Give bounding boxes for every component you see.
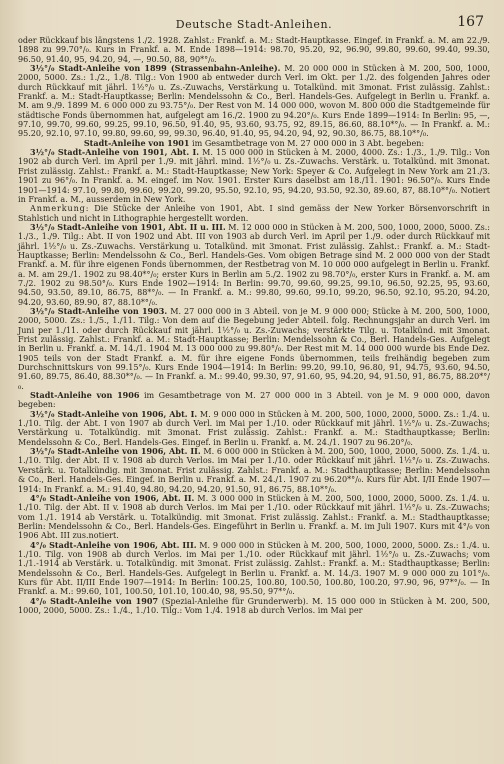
bond-heading: 3½°/₀ Stadt-Anleihe von 1901, Abt. I. (30, 147, 200, 158)
page-header (18, 10, 490, 36)
paragraph (18, 148, 490, 204)
bond-heading: 3½°/₀ Stadt-Anleihe von 1906, Abt. II. (30, 446, 201, 457)
paragraph-text: M. 9 000 000 in Stücken à M. 200, 500, 1000, 2000, 5000. Zs.: 1./4. u. 1./10. Tilg. von 1908 ab durch Verlos. im Mai per 1./10. oder Rückkauf mit jährl. 1½°/₀ u. Zs.-Zuwachs; vom 1./1.-1914 ab Verstärk. u. Totalkündig. mit 3monat. Frist zulässig. Zahlst.: Frankf. a. M.: Stadthauptkasse; Berlin: Mendelssohn & Co., Berl. Handels-Ges. Aufgelegt in Berlin u. Frankf. a. M. 14./3. 1907 M. 9 000 000 zu 101°/₀. Kurs für Abt. II/III Ende 1907—1914: In Berlin: 100.25, 100.80, 100.50, 100.80, 100.20, 97.90, 96, 97*°/₀. — In Frankf. a. M.: 99.60, 101, 100.50, 101.10, 100.40, 98, 95.50, 97*°/₀. (18, 540, 490, 597)
paragraph (18, 391, 490, 410)
bond-heading: Stadt-Anleihe von 1901 (83, 137, 190, 148)
paragraph-text: oder Rückkauf bis längstens 1./2. 1928. Zahlst.: Frankf. a. M.: Stadt-Hauptkasse. Eingef. in Frankf. a. M. am 22./9. 1898 zu 99.70°/₀. Kurs in Frankf. a. M. Ende 1898—1914: 98.70, 95.20, 92, 96.90, 99.80, 99.60, 99.40, 99.30, 96.50, 91.40, 95, 94.20, 94, —, 90.50, 88, 90*°/₀. (18, 36, 490, 64)
running-title: Deutsche Stadt-Anleihen. (175, 18, 333, 31)
paragraph (18, 447, 490, 494)
paragraph-text: M. 27 000 000 in 3 Abteil. von je M. 9 000 000; Stücke à M. 200, 500, 1000, 2000, 5000. Zs.: 1./5., 1./11. Tilg.: Von dem auf die Begebung jeder Abteil. folg. Rechnungsjahr an durch Verl. im Juni per 1./11. oder durch Rückkauf mit jährl. 1½°/₀ u. Zs.-Zuwachs; verstärkte Tilg. u. Totalkünd. mit 3monat. Frist zulässig. Zahlst.: Frankf. a. M.: Stadt-Hauptkasse; Berlin: Mendelssohn & Co., Berl. Handels-Ges. Aufgelegt in Berlin u. Frankf. a. M. 14./1. 1904 M. 13 000 000 zu 99.80°/₀. Der Rest mit M. 14 000 000 wurde bis Ende Dez. 1905 teils von der Stadt Frankf. a. M. für ihre eigene Fonds übernommen, teils freihändig begeben zum Durchschnittskurs von 99.15°/₀. Kurs Ende 1904—1914: In Berlin: 99.20, 99.10, 96.80, 91, 94.75, 93.60, 94.50, 91.60, 89.75, 86.40, 88.30*°/₀. — In Frankf. a. M.: 99.40, 99.30, 97, 91.60, 95, 94.20, 94, 91.50, 91, 86.75, 88.20*°/₀. (18, 306, 490, 391)
paragraph-text: im Gesamtbetrage von M. 27 000 000 in 3 Abt. begeben: (189, 138, 425, 148)
paragraph (18, 223, 490, 307)
bond-heading: 4°/₀ Stadt-Anleihe von 1906, Abt. II. (30, 492, 195, 503)
paragraph-text: (Spezial-Anleihe für Grunderwerb). M. 15 000 000 in Stücken à M. 200, 500, 1000, 2000, 5000. Zs.: 1./4., 1./10. Tilg.: Vom 1./4. 1918 ab durch Verlos. im Mai per (18, 596, 490, 615)
paragraph-text: M. 6 000 000 in Stücken à M. 200, 500, 1000, 2000, 5000. Zs. 1./4. u. 1./10. Tilg. der Abt. II v. 1908 ab durch Verlos. im Mai per 1./10. oder Rückkauf mit jährl. 1½°/₀ u. Zs.-Zuwachs. Verstärk. u. Totalkündig. mit 3monat. Frist zulässig. Zahlst.: Frankf. a. M.: Stadthauptkasse; Berlin: Mendelssohn & Co., Berl. Handels-Ges. Eingef. in Berlin u. Frankf. a. M. 24./1. 1907 zu 96.20*°/₀. Kurs für Abt. I/II Ende 1907—1914: In Frankf. a. M.: 91.40, 94.80, 94.20, 94.20, 91.50, 91, 86.75, 88.10*°/₀. (18, 447, 490, 494)
bond-heading: 3½°/₀ Stadt-Anleihe von 1901, Abt. II u. III. (30, 221, 226, 232)
paragraph (18, 597, 490, 616)
paragraph-text: Die Stücke der Anleihe von 1901, Abt. I sind gemäss der New Yorker Börsenvorschrift in Stahlstich und nicht in Lithographie hergestellt worden. (18, 204, 490, 223)
paragraph (18, 307, 490, 391)
paragraph (18, 541, 490, 597)
page-number: 167 (457, 14, 484, 30)
note-label: Anmerkung: (30, 204, 90, 214)
bond-heading: Stadt-Anleihe von 1906 (30, 390, 140, 401)
paragraph (18, 494, 490, 541)
paragraph-text: M. 15 000 000 in Stücken à M. 2000, 4000. Zs.: 1./3., 1./9. Tilg.: Von 1902 ab durch Verl. im April per 1./9. mit jährl. mind. 1½°/₀ u. Zs.-Zuwachs. Verstärk. u. Totalkünd. mit 3monat. Frist zulässig. Zahlst.: Frankf. a. M.: Stadt-Hauptkasse; New York: Speyer & Co. Aufgelegt in New York am 21./3. 1901 zu 96°/₀. In Frankf. a. M. eingef. im Nov. 1901. Erster Kurs daselbst am 18./11. 1901: 96.50°/₀. Kurs Ende 1901—1914: 97.10, 99.80, 99.60, 99.20, 99.20, 95.50, 92.10, 95, 94.20, 93.50, 92.30, 89.60, 87, 88.10*°/₀. Notiert in Frankf. a. M., ausserdem in New York. (18, 148, 490, 204)
text-body (18, 36, 490, 615)
bond-heading: 3½°/₀ Stadt-Anleihe von 1906, Abt. I. (30, 408, 198, 419)
bond-heading: 3½°/₀ Stadt-Anleihe von 1899 (Strassenbahn-Anleihe). (30, 63, 281, 74)
paragraph-text: M. 9 000 000 in Stücken à M. 200, 500, 1000, 2000, 5000. Zs.: 1./4. u. 1./10. Tilg. der Abt. I von 1907 ab durch Verl. im Mai per 1./10. oder Rückkauf mit jährl. 1½°/₀ u. Zs.-Zuwachs; Verstärkung u. Totalkündig. mit 3monat. Frist zulässig. Zahlst.: Frankf. a. M.: Stadthauptkasse; Berlin: Mendelssohn & Co., Berl. Handels-Ges. Eingef. in Berlin u. Frankf. a. M. 24./1. 1907 zu 96.20°/₀. (18, 409, 490, 447)
paragraph (18, 36, 490, 64)
bond-heading: 4°/₀ Stadt-Anleihe von 1906, Abt. III. (30, 539, 197, 550)
bond-heading: 3½°/₀ Stadt-Anleihe von 1903. (30, 305, 168, 316)
paragraph (18, 204, 490, 223)
paragraph (18, 64, 490, 139)
paragraph-text: M. 3 000 000 in Stücken à M. 200, 500, 1000, 2000, 5000. Zs. 1./4. u. 1./10. Tilg. der Abt. II v. 1908 ab durch Verlos. im Mai per 1./10. oder Rückkauf mit jährl. 1½°/₀ u. Zs.-Zuwachs; vom 1./1. 1914 ab Verstärk. u. Totalkündig. mit 3monat. Frist zulässig. Zahlst.: Frankf. a. M.: Stadthauptkasse; Berlin: Mendelssohn & Co., Berl. Handels-Ges. Eingeführt in Berlin u. Frankf. a. M. im Juli 1907. Kurs mit 4°/₀ von 1906 Abt. III zus.notiert. (18, 493, 490, 541)
paragraph-text: im Gesamtbetrage von M. 27 000 000 in 3 Abteil. von je M. 9 000 000, davon begeben: (18, 391, 490, 410)
paragraph-text: M. 20 000 000 in Stücken à M. 200, 500, 1000, 2000, 5000. Zs.: 1./2., 1./8. Tilg.: Von 1900 ab entweder durch Verl. im Okt. per 1./2. des folgenden Jahres oder durch Rückkauf mit jährl. 1½°/₀ u. Zs.-Zuwachs, Verstärkung u. Totalkünd. mit 3monat. Frist zulässig. Zahlst.: Frankf. a. M.: Stadt-Hauptkasse; Berlin: Mendelssohn & Co., Berl. Handels-Ges. Aufgelegt in Berlin u. Frankf. a. M. am 9./9. 1899 M. 6 000 000 zu 93.75°/₀. Der Rest von M. 14 000 000, wovon M. 800 000 die Stadtgemeinde für städtische Fonds übernommen hat, aufgelegt am 16./2. 1900 zu 94.20°/₀. Kurs Ende 1899—1914: In Berlin: 95, —, 97.10, 99.70, 99.60, 99.25, 99.10, 96.50, 91.40, 95, 93.60, 93.75, 92, 89.15, 86.60, 88.10*°/₀. — In Frankf. a. M.: 95.20, 92.10, 97.10, 99.80, 99.60, 99, 99.30, 96.40, 91.40, 95, 94.20, 94, 92, 90.30, 86.75, 88.10*°/₀. (18, 64, 491, 139)
paragraph-text: M. 12 000 000 in Stücken à M. 200, 500, 1000, 2000, 5000. Zs.: 1./3., 1./9. Tilg.: Abt. II von 1902 und Abt. III von 1903 ab durch Verl. im April per 1./9. oder durch Rückkauf mit jährl. 1½°/₀ u. Zs.-Zuwachs. Verstärkung u. Totalkünd. mit 3monat. Frist zulässig. Zahlst.: Frankf. a. M.: Stadt-Hauptkasse; Berlin: Mendelssohn & Co., Berl. Handels-Ges. Vom obigen Betrage sind M. 2 000 000 von der Stadt Frankf. a. M. für ihre eigenen Fonds übernommen, der Restbetrag von M. 10 000 000 aufgelegt in Berlin u. Frankf. a. M. am 29./1. 1902 zu 98.40*°/₀; erster Kurs in Berlin am 5./2. 1902 zu 98.70°/₀, erster Kurs in Frankf. a. M. am 7./2. 1902 zu 98.50°/₀. Kurs Ende 1902—1914: In Berlin: 99.70, 99.60, 99.25, 99.10, 96.50, 92.25, 95, 93.60, 94.50, 93.50, 89.10, 86.75, 88*°/₀. — In Frankf. a. M.: 99.80, 99.60, 99.10, 99.20, 96.50, 92.10, 95.20, 94.20, 94.20, 93.60, 89.90, 87, 88.10*°/₀. (18, 222, 490, 307)
bond-heading: 4°/₀ Stadt-Anleihe von 1907 (30, 595, 159, 606)
paragraph (18, 410, 490, 447)
